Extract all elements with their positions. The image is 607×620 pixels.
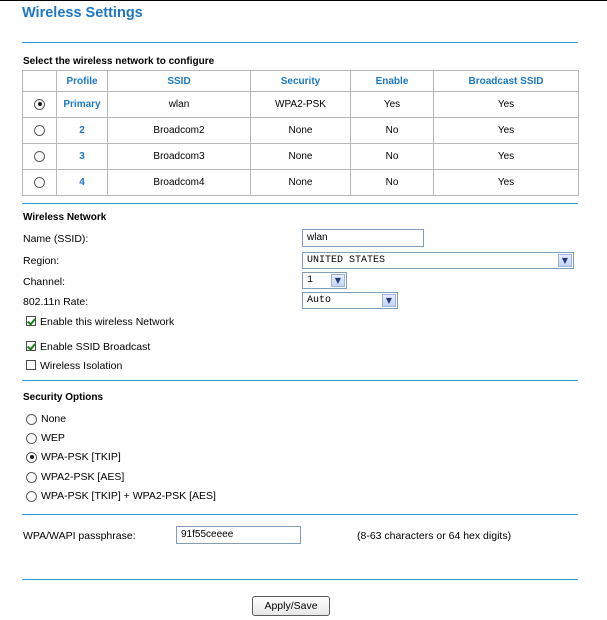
chevron-down-icon[interactable]: ▼	[331, 274, 345, 287]
profile-cell[interactable]: Primary	[57, 92, 108, 118]
broadcast-cell: Yes	[434, 144, 579, 170]
enable-cell: No	[351, 170, 434, 196]
table-row	[23, 92, 579, 118]
security-radio-wep[interactable]	[26, 433, 37, 444]
channel-value: 1	[307, 275, 314, 286]
column-header-security: Security	[251, 71, 351, 92]
security-radio-wpa-psk-tkip[interactable]	[26, 452, 37, 463]
security-option-label: WPA-PSK [TKIP]	[41, 451, 121, 463]
profile-radio-3[interactable]	[34, 151, 45, 162]
column-header-ssid: SSID	[108, 71, 251, 92]
enable-network-option[interactable]	[26, 316, 174, 328]
security-option-label: WEP	[41, 432, 65, 444]
security-cell: None	[251, 144, 351, 170]
region-value: UNITED STATES	[307, 255, 386, 266]
enable-cell: No	[351, 144, 434, 170]
region-label: Region:	[23, 255, 60, 267]
rate-label: 802.11n Rate:	[23, 296, 89, 308]
region-select[interactable]	[302, 252, 574, 269]
profile-radio-4[interactable]	[34, 177, 45, 188]
passphrase-hint: (8-63 characters or 64 hex digits)	[357, 530, 512, 542]
security-option-wep[interactable]	[26, 432, 65, 444]
channel-select[interactable]	[302, 272, 347, 289]
ssid-cell: Broadcom2	[108, 118, 251, 144]
channel-label: Channel:	[23, 276, 66, 288]
chevron-down-icon[interactable]: ▼	[382, 294, 396, 307]
security-radio-wpa2-psk-aes[interactable]	[26, 472, 37, 483]
column-header-enable: Enable	[351, 71, 434, 92]
wireless-isolation-option[interactable]	[26, 360, 122, 372]
security-cell: None	[251, 170, 351, 196]
security-option-wpa2-psk-aes[interactable]	[26, 471, 124, 483]
chevron-down-icon[interactable]: ▼	[558, 254, 572, 267]
column-header-select	[23, 71, 57, 92]
passphrase-input[interactable]: 91f55ceeee	[176, 526, 301, 544]
divider	[22, 380, 578, 381]
wireless-isolation-checkbox[interactable]	[26, 360, 36, 370]
divider	[22, 42, 578, 43]
ssid-cell: Broadcom4	[108, 170, 251, 196]
enable-cell: No	[351, 118, 434, 144]
ssid-cell: wlan	[108, 92, 251, 118]
apply-save-button[interactable]: Apply/Save	[252, 596, 330, 616]
security-options-heading: Security Options	[23, 392, 104, 403]
security-radio-none[interactable]	[26, 414, 37, 425]
divider	[22, 203, 578, 204]
profile-cell[interactable]: 3	[57, 144, 108, 170]
page-title: Wireless Settings	[22, 5, 143, 21]
security-option-mixed[interactable]	[26, 490, 216, 502]
security-option-none[interactable]	[26, 413, 66, 425]
table-row	[23, 118, 579, 144]
broadcast-cell: Yes	[434, 118, 579, 144]
security-radio-mixed[interactable]	[26, 491, 37, 502]
profile-radio-1[interactable]	[34, 99, 45, 110]
security-cell: None	[251, 118, 351, 144]
broadcast-cell: Yes	[434, 92, 579, 118]
profiles-table	[22, 70, 579, 196]
divider	[22, 514, 578, 515]
security-option-label: WPA-PSK [TKIP] + WPA2-PSK [AES]	[41, 490, 216, 502]
table-row	[23, 144, 579, 170]
column-header-broadcast-ssid: Broadcast SSID	[434, 71, 579, 92]
security-option-wpa-psk-tkip[interactable]	[26, 451, 121, 463]
table-header-row	[23, 71, 579, 92]
passphrase-label: WPA/WAPI passphrase:	[23, 530, 136, 542]
ssid-cell: Broadcom3	[108, 144, 251, 170]
security-option-label: WPA2-PSK [AES]	[41, 471, 125, 483]
enable-network-checkbox[interactable]	[26, 316, 36, 326]
rate-select[interactable]	[302, 292, 398, 309]
enable-cell: Yes	[351, 92, 434, 118]
security-cell: WPA2-PSK	[251, 92, 351, 118]
wireless-isolation-label: Wireless Isolation	[40, 360, 123, 372]
broadcast-cell: Yes	[434, 170, 579, 196]
enable-ssid-broadcast-label: Enable SSID Broadcast	[40, 341, 151, 353]
enable-network-label: Enable this wireless Network	[40, 316, 175, 328]
table-row	[23, 170, 579, 196]
security-option-label: None	[41, 413, 67, 425]
top-border	[0, 0, 607, 1]
profile-cell[interactable]: 2	[57, 118, 108, 144]
enable-ssid-broadcast-checkbox[interactable]	[26, 341, 36, 351]
divider	[22, 579, 578, 580]
profile-cell[interactable]: 4	[57, 170, 108, 196]
profile-radio-2[interactable]	[34, 125, 45, 136]
ssid-name-input[interactable]: wlan	[302, 229, 424, 247]
enable-ssid-broadcast-option[interactable]	[26, 341, 150, 353]
rate-value: Auto	[307, 295, 332, 306]
select-network-heading: Select the wireless network to configure	[23, 56, 215, 67]
wireless-network-heading: Wireless Network	[23, 212, 107, 223]
ssid-name-label: Name (SSID):	[23, 233, 89, 245]
column-header-profile: Profile	[57, 71, 108, 92]
